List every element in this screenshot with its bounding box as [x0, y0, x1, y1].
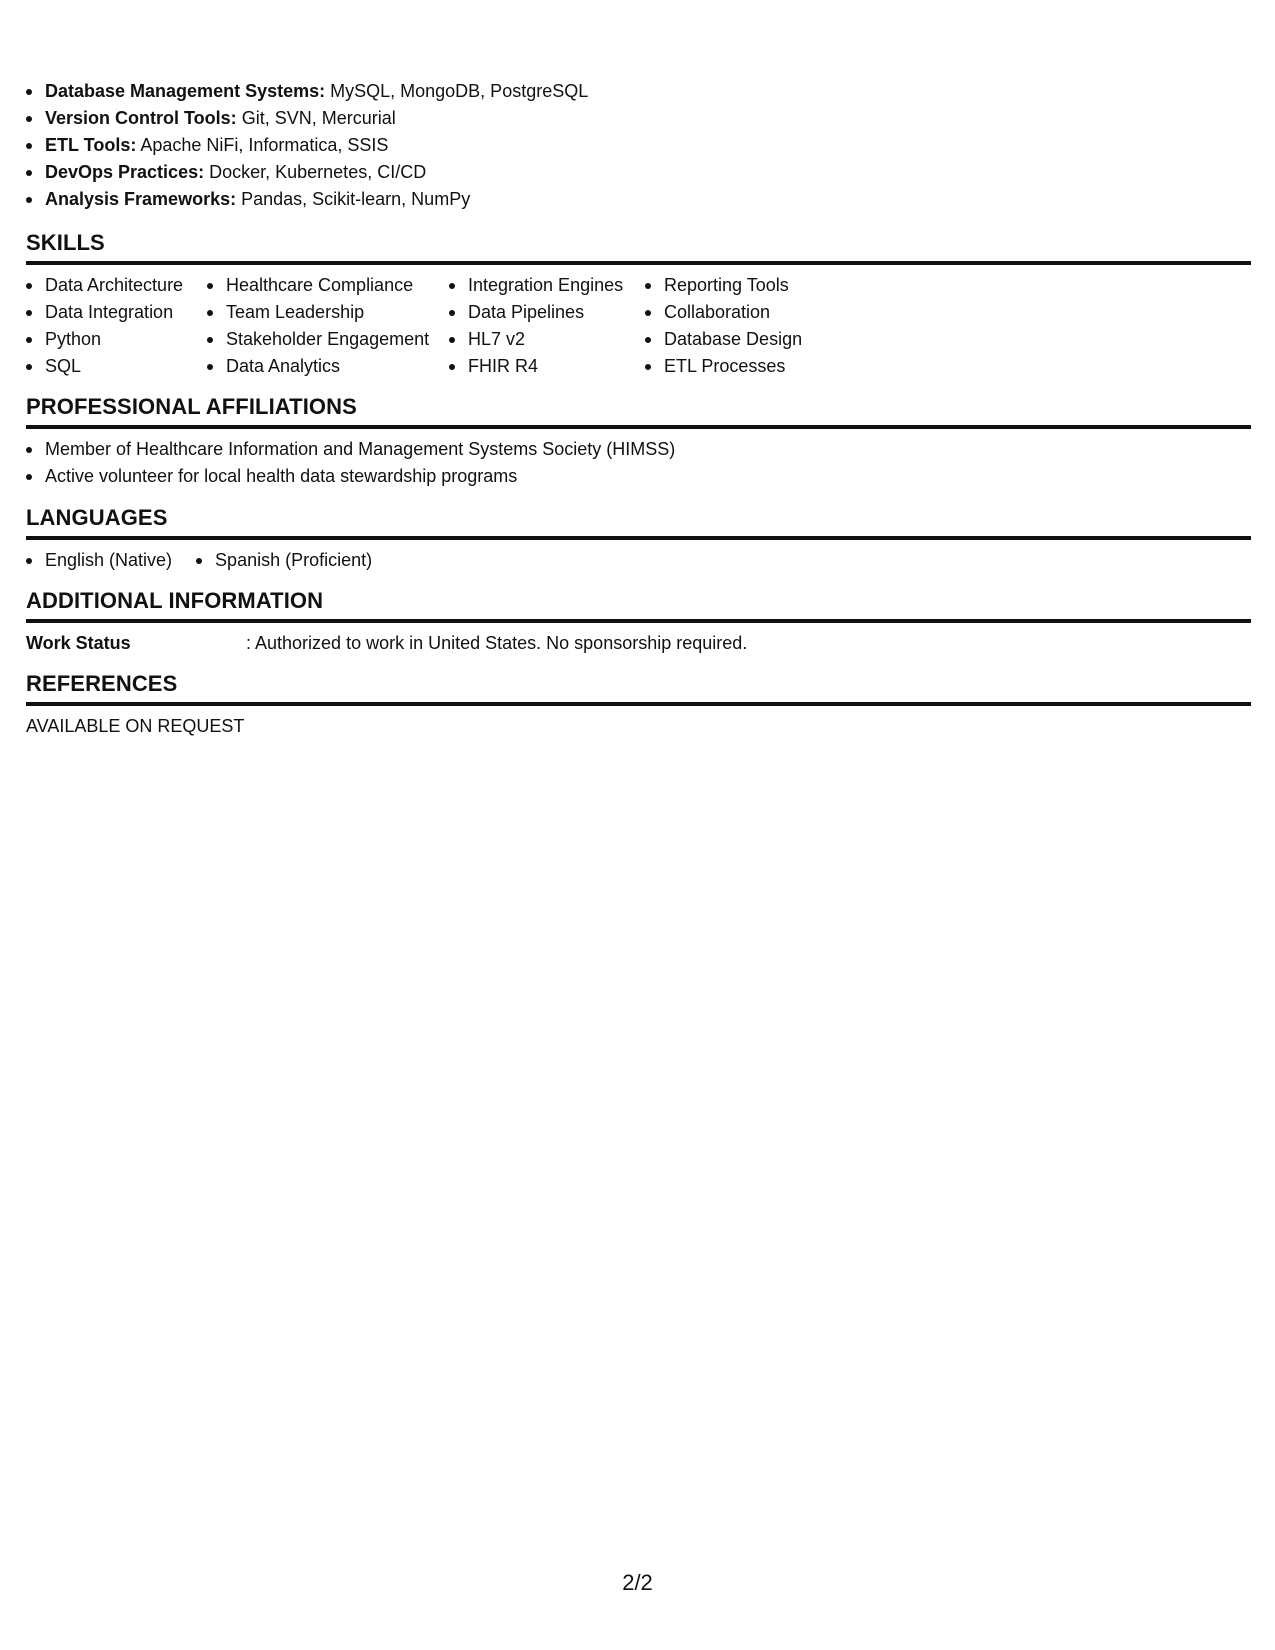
work-status-value: : Authorized to work in United States. No sponsorship required. [246, 633, 748, 653]
section-divider [26, 702, 1251, 706]
skill-item: Python [26, 326, 207, 353]
affiliations-list [26, 436, 1251, 490]
affiliations-section [26, 394, 1251, 490]
skill-item: Reporting Tools [645, 272, 885, 299]
section-divider [26, 261, 1251, 265]
technical-item-value: Git, SVN, Mercurial [241, 108, 396, 128]
section-divider [26, 619, 1251, 623]
skill-item: Integration Engines [449, 272, 645, 299]
skill-item: Data Integration [26, 299, 207, 326]
skill-item: FHIR R4 [449, 353, 645, 380]
technical-item-value: MySQL, MongoDB, PostgreSQL [330, 81, 589, 101]
skills-column [449, 272, 645, 380]
section-divider [26, 425, 1251, 429]
technical-item-label: DevOps Practices: [45, 162, 205, 182]
skills-column [645, 272, 885, 380]
work-status-label: Work Status [26, 633, 131, 653]
technical-item-value: Pandas, Scikit-learn, NumPy [241, 189, 471, 209]
affiliation-item: Member of Healthcare Information and Management Systems Society (HIMSS) [26, 436, 1251, 463]
language-item: English (Native) [26, 547, 172, 574]
languages-heading: LANGUAGES [26, 505, 168, 530]
language-item: Spanish (Proficient) [196, 547, 372, 574]
additional-info-heading: ADDITIONAL INFORMATION [26, 588, 324, 613]
skill-item: Database Design [645, 326, 885, 353]
skills-section [26, 230, 1251, 380]
references-text: AVAILABLE ON REQUEST [26, 716, 245, 736]
technical-item-label: Version Control Tools: [45, 108, 237, 128]
additional-info-section [26, 588, 1251, 657]
page-number: 2/2 [622, 1570, 653, 1595]
technical-item-version-control [26, 105, 1251, 132]
technical-item-devops [26, 159, 1251, 186]
skill-item: Team Leadership [207, 299, 449, 326]
languages-section [26, 505, 1251, 574]
skill-item: Healthcare Compliance [207, 272, 449, 299]
skills-grid [26, 272, 1251, 380]
section-divider [26, 536, 1251, 540]
technical-item-analysis [26, 186, 1251, 213]
technical-item-value: Apache NiFi, Informatica, SSIS [140, 135, 389, 155]
skills-heading: SKILLS [26, 230, 105, 255]
work-status-row [26, 630, 1251, 657]
skill-item: Collaboration [645, 299, 885, 326]
affiliation-item: Active volunteer for local health data stewardship programs [26, 463, 1251, 490]
technical-item-label: ETL Tools: [45, 135, 137, 155]
skill-item: Data Pipelines [449, 299, 645, 326]
skill-item: Data Architecture [26, 272, 207, 299]
affiliations-heading: PROFESSIONAL AFFILIATIONS [26, 394, 357, 419]
technical-tools-list [26, 78, 1251, 213]
references-heading: REFERENCES [26, 671, 178, 696]
skill-item: Data Analytics [207, 353, 449, 380]
technical-item-label: Database Management Systems: [45, 81, 326, 101]
skills-column [207, 272, 449, 380]
technical-item-etl-tools [26, 132, 1251, 159]
skill-item: Stakeholder Engagement [207, 326, 449, 353]
skills-column [26, 272, 207, 380]
references-section [26, 671, 1251, 740]
languages-list [26, 547, 1251, 574]
skill-item: HL7 v2 [449, 326, 645, 353]
technical-item-value: Docker, Kubernetes, CI/CD [209, 162, 427, 182]
skill-item: ETL Processes [645, 353, 885, 380]
technical-item-label: Analysis Frameworks: [45, 189, 237, 209]
skill-item: SQL [26, 353, 207, 380]
resume-page [26, 78, 1251, 740]
technical-item-database [26, 78, 1251, 105]
